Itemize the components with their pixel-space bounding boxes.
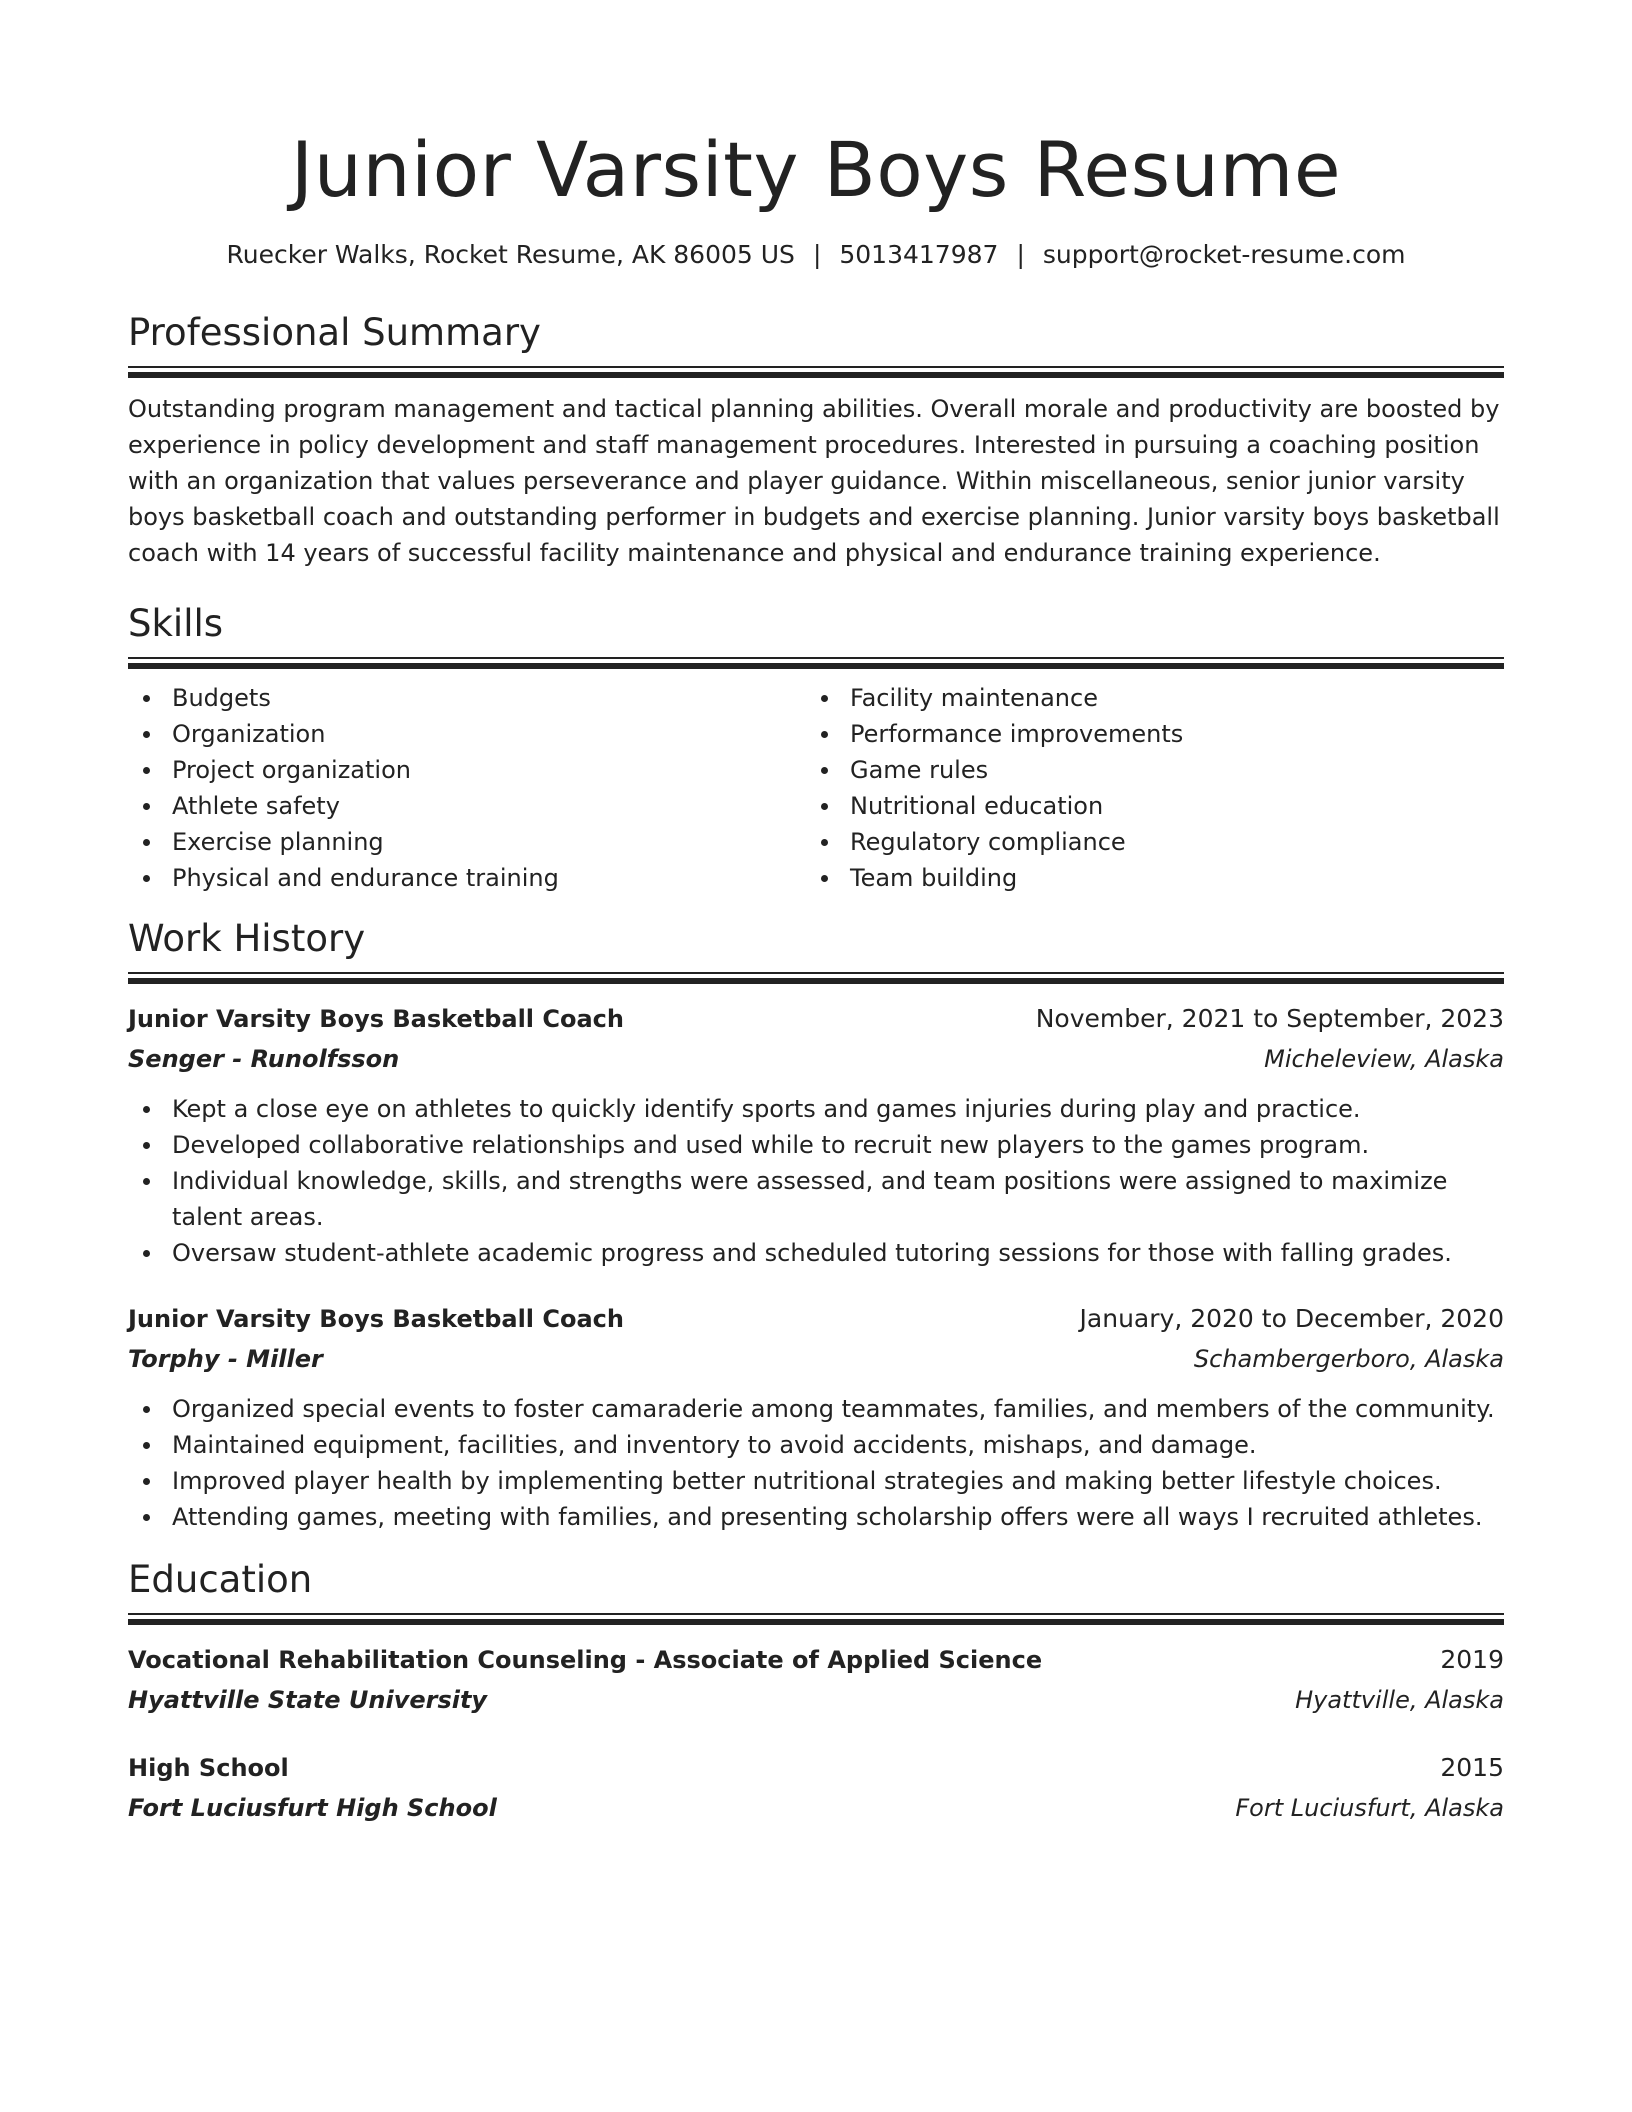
separator: | [1016,240,1025,269]
section-divider [128,1613,1504,1624]
skill-item: Project organization [128,752,806,788]
job-dates: November, 2021 to September, 2023 [1035,1004,1504,1033]
skills-list [128,680,1504,896]
section-divider [128,657,1504,668]
skill-item: Budgets [128,680,806,716]
skill-item: Performance improvements [806,716,1484,752]
education-entry [128,1748,1504,1828]
skill-item: Game rules [806,752,1484,788]
job-subheader [128,1339,1504,1379]
degree-name: Vocational Rehabilitation Counseling - Associate of Applied Science [128,1646,1043,1674]
job-header [128,999,1504,1039]
job-entry [128,999,1504,1271]
job-duty: Improved player health by implementing better nutritional strategies and making better lifestyle choices. [128,1463,1504,1499]
skill-item: Exercise planning [128,824,806,860]
company-name: Torphy - Miller [128,1345,323,1373]
job-duty: Developed collaborative relationships and used while to recruit new players to the games program. [128,1127,1504,1163]
job-title: Junior Varsity Boys Basketball Coach [128,1005,624,1033]
summary-section [128,310,1504,571]
section-heading-skills: Skills [128,602,224,645]
skills-column-left [128,680,806,896]
skill-item: Facility maintenance [806,680,1484,716]
job-duty: Oversaw student-athlete academic progress and scheduled tutoring sessions for those with falling grades. [128,1235,1504,1271]
resume-title: Junior Varsity Boys Resume [290,125,1342,214]
school-location: Fort Luciusfurt, Alaska [1235,1794,1504,1822]
job-duties [128,1091,1504,1271]
section-heading-work: Work History [128,917,366,960]
skill-item: Regulatory compliance [806,824,1484,860]
section-divider [128,972,1504,983]
resume-page [128,0,1504,1828]
section-divider [128,366,1504,377]
job-duties [128,1391,1504,1535]
job-duty: Organized special events to foster camaraderie among teammates, families, and members of the community. [128,1391,1504,1427]
skill-item: Nutritional education [806,788,1484,824]
skills-section [128,601,1504,896]
section-heading-education: Education [128,1558,313,1601]
school-name: Fort Luciusfurt High School [128,1794,497,1822]
job-duty: Maintained equipment, facilities, and inventory to avoid accidents, mishaps, and damage. [128,1427,1504,1463]
education-section [128,1557,1504,1828]
separator: | [812,240,822,269]
skills-column-right [806,680,1484,896]
graduation-year: 2019 [1440,1645,1504,1674]
section-heading-summary: Professional Summary [128,311,541,354]
school-name: Hyattville State University [128,1686,488,1714]
education-header [128,1748,1504,1788]
job-dates: January, 2020 to December, 2020 [1079,1304,1504,1333]
job-location: Micheleview, Alaska [1264,1045,1504,1073]
skill-item: Physical and endurance training [128,860,806,896]
job-title: Junior Varsity Boys Basketball Coach [128,1305,624,1333]
address: Ruecker Walks, Rocket Resume, AK 86005 US [226,240,795,269]
job-subheader [128,1039,1504,1079]
education-subheader [128,1680,1504,1720]
skill-item: Team building [806,860,1484,896]
company-name: Senger - Runolfsson [128,1045,400,1073]
job-duty: Kept a close eye on athletes to quickly identify sports and games injuries during play and practice. [128,1091,1504,1127]
job-duty: Attending games, meeting with families, and presenting scholarship offers were all ways I recruited athletes. [128,1499,1504,1535]
contact-line [128,238,1504,272]
school-location: Hyattville, Alaska [1295,1686,1504,1714]
graduation-year: 2015 [1440,1753,1504,1782]
phone: 5013417987 [839,240,999,269]
education-entry [128,1640,1504,1720]
job-duty: Individual knowledge, skills, and strengths were assessed, and team positions were assigned to maximize talent areas. [128,1163,1504,1235]
skill-item: Athlete safety [128,788,806,824]
job-entry [128,1299,1504,1535]
education-header [128,1640,1504,1680]
degree-name: High School [128,1754,289,1782]
job-header [128,1299,1504,1339]
job-location: Schambergerboro, Alaska [1193,1345,1504,1373]
work-history-section [128,916,1504,1535]
education-subheader [128,1788,1504,1828]
email-link[interactable]: support@rocket-resume.com [1042,240,1406,269]
summary-text: Outstanding program management and tactical planning abilities. Overall morale and productivity are boosted by experience in policy development and staff management procedures. Interested in pursuing a coaching position with an organization that values perseverance and player guidance. Within miscellaneous, senior junior varsity boys basketball coach and outstanding performer in budgets and exercise planning. Junior varsity boys basketball coach with 14 years of successful facility maintenance and physical and endurance training experience. [128,395,1500,567]
skill-item: Organization [128,716,806,752]
